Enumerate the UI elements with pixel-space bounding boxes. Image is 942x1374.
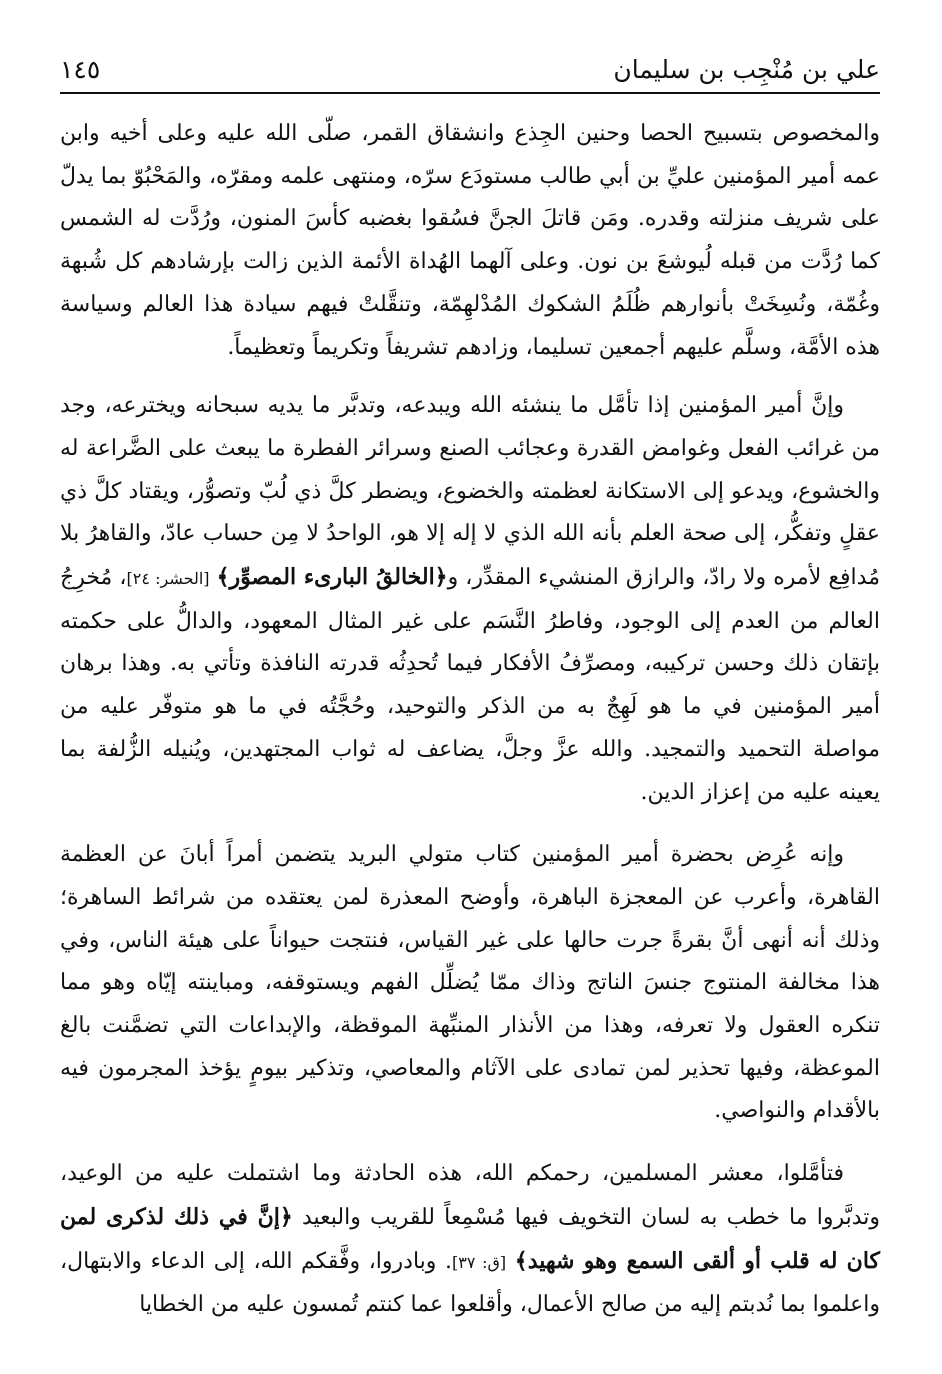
paragraph-gap xyxy=(60,814,880,834)
paragraph-gap xyxy=(60,1133,880,1153)
paragraph-4-text-a: فتأمَّلوا، معشر المسلمين، رحمكم الله، هذه الحادثة وما اشتملت عليه من الوعيد، وتدبَّروا ما خطب به لسان التخويف فيها مُسْمِعاً للقريب والبعيد xyxy=(60,1161,880,1230)
running-title: علي بن مُنْجِب بن سليمان xyxy=(613,55,880,84)
quran-quote-2: ﴿إنَّ في ذلك لذكرى لمن كان له قلب أو ألقى السمع وهو شهيد﴾ xyxy=(60,1203,880,1274)
page-number: ١٤٥ xyxy=(60,55,101,84)
paragraph-2 xyxy=(60,385,880,814)
paragraph-4 xyxy=(60,1153,880,1327)
page-header xyxy=(60,48,880,88)
body-text xyxy=(60,113,880,1327)
quran-quote-1: ﴿الخالقُ البارىء المصوِّر﴾ xyxy=(216,564,448,591)
paragraph-2-text-b: ، مُخرِجُ العالم من العدم إلى الوجود، وفاطرُ النَّسَم على غير المثال المعهود، والدالُّ على حكمته بإتقان ذلك وحسن تركيبه، ومصرِّفُ الأفكار فيما تُحدِثُه قدرته النافذة وتأتي به. وهذا برهان أمير المؤمنين في ما هو لَهِجٌ به من الذكر والتوحيد، وحُجَّتُه في ما هو متوفّر عليه من مواصلة التحميد والتمجيد. والله عزَّ وجلَّ، يضاعف له ثواب المجتهدين، ويُنيله الزُّلفة بما يعينه عليه من إعزاز الدين. xyxy=(60,565,880,805)
paragraph-4-text-b: . وبادروا، وفَّقكم الله، إلى الدعاء والابتهال، واعلموا بما نُدبتم إليه من صالح الأعمال، وأقلعوا عما كنتم تُمسون عليه من الخطايا xyxy=(60,1248,880,1318)
quran-reference-2: [ق: ٣٧] xyxy=(452,1252,507,1272)
paragraph-3: وإنه عُرِض بحضرة أمير المؤمنين كتاب متولي البريد يتضمن أمراً أبانَ عن العظمة القاهرة، وأعرب عن المعجزة الباهرة، وأوضح المعذرة لمن يعتقده من شرائط الساهرة؛ وذلك أنه أنهى أنَّ بقرةً جرت حالها على غير القياس، فنتجت حيواناً على هيئة الناس، وفي هذا مخالفة المنتوج جنسَ الناتج وذاك ممّا يُضلِّل الفهم ويستوقفه، ومباينته إيّاه وهو مما تنكره العقول ولا تعرفه، وهذا من الأنذار المنبِّهة الموقظة، والإبداعات التي تضمَّنت بالغ الموعظة، وفيها تحذير لمن تمادى على الآثام والمعاصي، وتذكير بيومٍ يؤخذ المجرمون فيه بالأقدام والنواصي. xyxy=(60,842,880,1124)
quran-reference-1: [الحشر: ٢٤] xyxy=(126,569,210,589)
paragraph-1: والمخصوص بتسبيح الحصا وحنين الجِذع وانشقاق القمر، صلّى الله عليه وعلى أخيه وابن عمه أمير المؤمنين عليِّ بن أبي طالب مستودَع سرّه، ومنتهى علمه ومقرّه، والمَحْبُوّ بما يدلّ على شريف منزلته وقدره. ومَن قاتلَ الجنَّ فسُقوا بغضبه كأسَ المنون، ورُدَّت له الشمس كما رُدَّت من قبله لُيوشعَ بن نون. وعلى آلهما الهُداة الأئمة الذين زالت بإرشادهم كل شُبهة وغُمّة، ونُسِخَتْ بأنوارهم ظُلَمُ الشكوك المُدْلهِمّة، وتنقَّلتْ فيهم سيادة هذا العالم وسياسة هذه الأمَّة، وسلَّم عليهم أجمعين تسليما، وزادهم تشريفاً وتكريماً وتعظيماً. xyxy=(60,121,880,360)
paragraph-gap xyxy=(60,369,880,385)
header-rule xyxy=(60,92,880,94)
paragraph-2-text-a: وإنَّ أمير المؤمنين إذا تأمَّل ما ينشئه الله ويبدعه، وتدبَّر ما يديه سبحانه ويخترعه، وجد من غرائب الفعل وغوامض القدرة وعجائب الصنع وسرائر الفطرة ما يبعث على الضَّراعة له والخشوع، ويدعو إلى الاستكانة لعظمته والخضوع، ويضطر كلَّ ذي لُبّ وتصوُّر، ويقتاد كلَّ ذي عقلٍ وتفكُّر، إلى صحة العلم بأنه الله الذي لا إله إلا هو، الواحدُ لا مِن حساب عادّ، والقاهرُ بلا مُدافِع لأمره ولا رادّ، والرازق المنشيء المقدِّر، و xyxy=(60,393,880,591)
